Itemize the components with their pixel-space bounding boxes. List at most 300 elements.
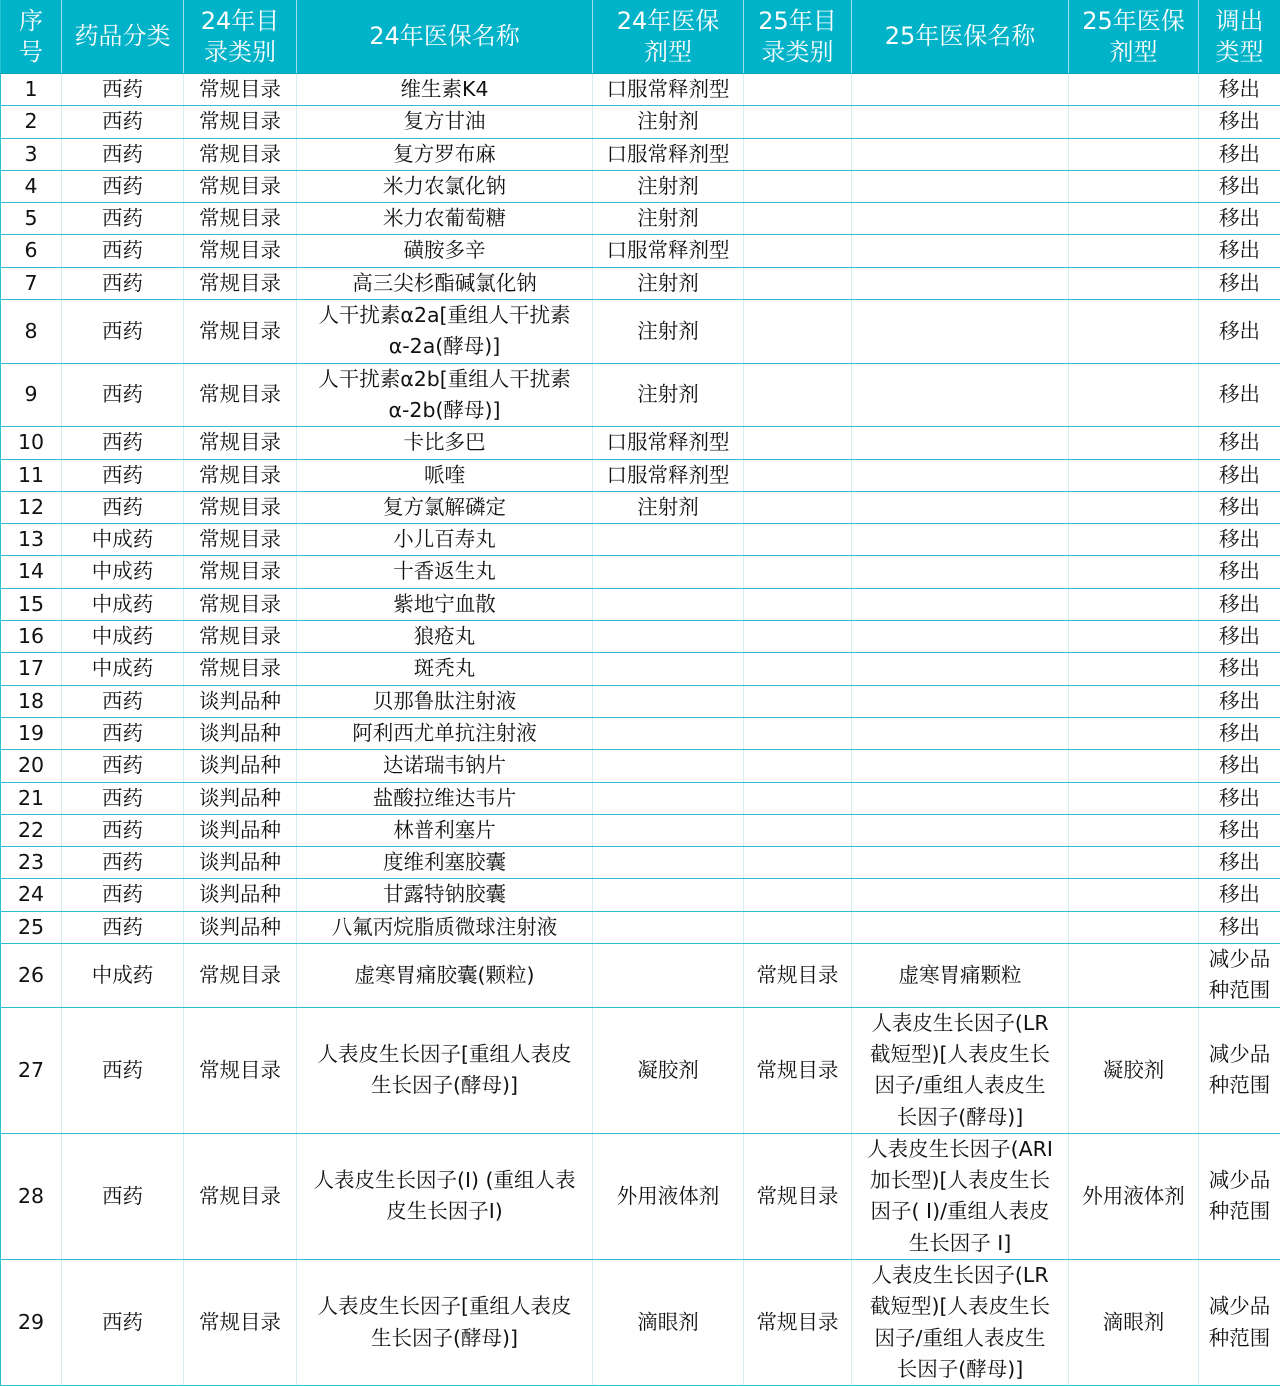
cell-form-25: [1069, 588, 1199, 620]
cell-catalog-24: 常规目录: [184, 1133, 297, 1259]
cell-category: 西药: [62, 170, 184, 202]
cell-catalog-24: 常规目录: [184, 170, 297, 202]
cell-name-24: 盐酸拉维达韦片: [297, 782, 593, 814]
cell-index: 5: [1, 203, 62, 235]
cell-catalog-24: 谈判品种: [184, 847, 297, 879]
table-row: [1, 427, 1280, 459]
cell-catalog-25: [744, 363, 852, 427]
cell-form-25: [1069, 717, 1199, 749]
cell-form-25: [1069, 879, 1199, 911]
cell-form-24: [593, 750, 744, 782]
cell-category: 中成药: [62, 653, 184, 685]
cell-form-24: 注射剂: [593, 170, 744, 202]
cell-form-25: [1069, 782, 1199, 814]
cell-catalog-24: 常规目录: [184, 459, 297, 491]
cell-catalog-25: [744, 588, 852, 620]
cell-catalog-24: 常规目录: [184, 235, 297, 267]
cell-form-24: 滴眼剂: [593, 1259, 744, 1385]
cell-form-24: 口服常释剂型: [593, 235, 744, 267]
cell-name-25: [852, 814, 1069, 846]
cell-catalog-25: [744, 653, 852, 685]
cell-name-24: 狼疮丸: [297, 621, 593, 653]
cell-index: 1: [1, 74, 62, 106]
table-row: [1, 74, 1280, 106]
cell-catalog-25: [744, 717, 852, 749]
cell-form-24: [593, 911, 744, 943]
cell-form-25: [1069, 203, 1199, 235]
cell-catalog-24: 常规目录: [184, 138, 297, 170]
cell-form-25: [1069, 750, 1199, 782]
cell-form-25: [1069, 653, 1199, 685]
cell-index: 25: [1, 911, 62, 943]
cell-category: 西药: [62, 1259, 184, 1385]
table-row: [1, 750, 1280, 782]
cell-index: 13: [1, 524, 62, 556]
cell-index: 6: [1, 235, 62, 267]
table-row: [1, 138, 1280, 170]
cell-category: 西药: [62, 106, 184, 138]
cell-form-24: 口服常释剂型: [593, 459, 744, 491]
cell-name-25: [852, 170, 1069, 202]
cell-removal-type: 移出: [1199, 235, 1280, 267]
header-form-24: 24年医保 剂型: [593, 0, 744, 74]
cell-form-24: [593, 847, 744, 879]
cell-index: 8: [1, 300, 62, 364]
cell-form-25: [1069, 685, 1199, 717]
cell-form-25: [1069, 363, 1199, 427]
header-form-25: 25年医保 剂型: [1069, 0, 1199, 74]
cell-form-24: 注射剂: [593, 300, 744, 364]
cell-name-25: [852, 459, 1069, 491]
cell-catalog-25: [744, 782, 852, 814]
cell-removal-type: 移出: [1199, 911, 1280, 943]
cell-name-24: 维生素K4: [297, 74, 593, 106]
cell-category: 中成药: [62, 621, 184, 653]
cell-catalog-24: 常规目录: [184, 267, 297, 299]
cell-form-25: [1069, 138, 1199, 170]
table-row: [1, 491, 1280, 523]
table-row: [1, 106, 1280, 138]
cell-index: 26: [1, 944, 62, 1008]
header-removal-type: 调出 类型: [1199, 0, 1280, 74]
cell-category: 西药: [62, 74, 184, 106]
cell-catalog-25: [744, 814, 852, 846]
cell-form-25: [1069, 106, 1199, 138]
cell-index: 14: [1, 556, 62, 588]
cell-category: 中成药: [62, 944, 184, 1008]
table-row: [1, 267, 1280, 299]
cell-category: 西药: [62, 879, 184, 911]
cell-removal-type: 减少品 种范围: [1199, 1007, 1280, 1133]
cell-name-25: [852, 685, 1069, 717]
cell-removal-type: 减少品 种范围: [1199, 944, 1280, 1008]
cell-name-24: 人表皮生长因子(I) (重组人表 皮生长因子I): [297, 1133, 593, 1259]
cell-form-24: 凝胶剂: [593, 1007, 744, 1133]
cell-form-24: 注射剂: [593, 491, 744, 523]
cell-form-25: [1069, 621, 1199, 653]
cell-catalog-25: [744, 203, 852, 235]
cell-removal-type: 移出: [1199, 814, 1280, 846]
cell-removal-type: 移出: [1199, 203, 1280, 235]
cell-category: 西药: [62, 300, 184, 364]
cell-name-25: [852, 524, 1069, 556]
cell-name-24: 虚寒胃痛胶囊(颗粒): [297, 944, 593, 1008]
cell-form-25: [1069, 459, 1199, 491]
cell-catalog-24: 谈判品种: [184, 685, 297, 717]
cell-catalog-25: [744, 106, 852, 138]
table-row: [1, 1259, 1280, 1385]
cell-removal-type: 移出: [1199, 653, 1280, 685]
cell-index: 16: [1, 621, 62, 653]
cell-name-24: 斑秃丸: [297, 653, 593, 685]
cell-category: 西药: [62, 911, 184, 943]
cell-index: 15: [1, 588, 62, 620]
cell-catalog-25: 常规目录: [744, 1007, 852, 1133]
cell-name-25: [852, 363, 1069, 427]
cell-form-25: [1069, 235, 1199, 267]
cell-name-24: 人表皮生长因子[重组人表皮 生长因子(酵母)]: [297, 1259, 593, 1385]
cell-name-24: 磺胺多辛: [297, 235, 593, 267]
cell-catalog-24: 常规目录: [184, 653, 297, 685]
cell-name-25: 人表皮生长因子(LR 截短型)[人表皮生长 因子/重组人表皮生 长因子(酵母)]: [852, 1007, 1069, 1133]
cell-category: 西药: [62, 235, 184, 267]
cell-name-25: [852, 556, 1069, 588]
cell-category: 西药: [62, 267, 184, 299]
cell-catalog-25: [744, 170, 852, 202]
cell-catalog-24: 常规目录: [184, 621, 297, 653]
cell-form-24: [593, 717, 744, 749]
table-row: [1, 556, 1280, 588]
cell-form-24: 口服常释剂型: [593, 427, 744, 459]
cell-removal-type: 移出: [1199, 459, 1280, 491]
cell-form-25: [1069, 267, 1199, 299]
cell-removal-type: 移出: [1199, 782, 1280, 814]
cell-catalog-24: 常规目录: [184, 944, 297, 1008]
cell-category: 西药: [62, 1133, 184, 1259]
table-row: [1, 235, 1280, 267]
cell-name-24: 小儿百寿丸: [297, 524, 593, 556]
table-row: [1, 363, 1280, 427]
cell-catalog-25: [744, 847, 852, 879]
cell-index: 2: [1, 106, 62, 138]
cell-catalog-24: 常规目录: [184, 427, 297, 459]
cell-form-25: [1069, 524, 1199, 556]
cell-catalog-25: [744, 685, 852, 717]
cell-name-25: [852, 750, 1069, 782]
cell-name-25: [852, 235, 1069, 267]
cell-index: 12: [1, 491, 62, 523]
cell-removal-type: 移出: [1199, 427, 1280, 459]
table-row: [1, 847, 1280, 879]
cell-catalog-24: 谈判品种: [184, 750, 297, 782]
cell-name-25: [852, 74, 1069, 106]
cell-removal-type: 移出: [1199, 170, 1280, 202]
cell-name-25: 虚寒胃痛颗粒: [852, 944, 1069, 1008]
header-catalog-24: 24年目 录类别: [184, 0, 297, 74]
cell-category: 中成药: [62, 556, 184, 588]
cell-form-24: 注射剂: [593, 106, 744, 138]
cell-removal-type: 移出: [1199, 588, 1280, 620]
cell-removal-type: 移出: [1199, 363, 1280, 427]
cell-form-24: 注射剂: [593, 267, 744, 299]
cell-removal-type: 移出: [1199, 524, 1280, 556]
cell-catalog-24: 常规目录: [184, 556, 297, 588]
cell-name-25: [852, 427, 1069, 459]
cell-index: 22: [1, 814, 62, 846]
cell-name-25: [852, 300, 1069, 364]
cell-form-25: [1069, 300, 1199, 364]
cell-catalog-25: 常规目录: [744, 1259, 852, 1385]
cell-name-24: 阿利西尤单抗注射液: [297, 717, 593, 749]
cell-catalog-25: [744, 138, 852, 170]
cell-catalog-25: 常规目录: [744, 944, 852, 1008]
cell-form-24: [593, 944, 744, 1008]
cell-form-24: [593, 524, 744, 556]
cell-form-24: 口服常释剂型: [593, 74, 744, 106]
cell-index: 11: [1, 459, 62, 491]
header-row: [1, 0, 1280, 74]
cell-form-24: [593, 814, 744, 846]
cell-category: 西药: [62, 427, 184, 459]
cell-catalog-24: 谈判品种: [184, 814, 297, 846]
cell-name-25: [852, 588, 1069, 620]
cell-name-25: [852, 491, 1069, 523]
table-row: [1, 782, 1280, 814]
table-row: [1, 685, 1280, 717]
cell-category: 西药: [62, 750, 184, 782]
cell-name-24: 人干扰素α2b[重组人干扰素 α-2b(酵母)]: [297, 363, 593, 427]
cell-name-24: 复方甘油: [297, 106, 593, 138]
cell-name-24: 紫地宁血散: [297, 588, 593, 620]
cell-category: 西药: [62, 717, 184, 749]
cell-name-24: 复方氯解磷定: [297, 491, 593, 523]
cell-name-25: [852, 879, 1069, 911]
cell-catalog-25: [744, 879, 852, 911]
cell-index: 18: [1, 685, 62, 717]
cell-form-24: 外用液体剂: [593, 1133, 744, 1259]
cell-name-24: 人干扰素α2a[重组人干扰素 α-2a(酵母)]: [297, 300, 593, 364]
cell-index: 27: [1, 1007, 62, 1133]
cell-form-24: 口服常释剂型: [593, 138, 744, 170]
cell-catalog-25: [744, 491, 852, 523]
cell-form-24: 注射剂: [593, 363, 744, 427]
cell-index: 7: [1, 267, 62, 299]
cell-name-25: [852, 653, 1069, 685]
cell-name-24: 林普利塞片: [297, 814, 593, 846]
cell-catalog-25: [744, 427, 852, 459]
cell-form-24: [593, 653, 744, 685]
cell-removal-type: 移出: [1199, 138, 1280, 170]
cell-removal-type: 移出: [1199, 685, 1280, 717]
cell-index: 21: [1, 782, 62, 814]
cell-catalog-25: [744, 750, 852, 782]
cell-removal-type: 移出: [1199, 74, 1280, 106]
cell-form-25: 滴眼剂: [1069, 1259, 1199, 1385]
cell-form-24: [593, 685, 744, 717]
cell-catalog-25: [744, 267, 852, 299]
cell-name-25: [852, 621, 1069, 653]
header-name-24: 24年医保名称: [297, 0, 593, 74]
cell-catalog-25: [744, 621, 852, 653]
cell-name-24: 甘露特钠胶囊: [297, 879, 593, 911]
cell-name-24: 高三尖杉酯碱氯化钠: [297, 267, 593, 299]
cell-form-25: [1069, 427, 1199, 459]
cell-index: 3: [1, 138, 62, 170]
cell-catalog-24: 常规目录: [184, 363, 297, 427]
cell-category: 西药: [62, 459, 184, 491]
cell-removal-type: 移出: [1199, 717, 1280, 749]
cell-category: 西药: [62, 1007, 184, 1133]
cell-name-25: [852, 911, 1069, 943]
cell-name-25: [852, 717, 1069, 749]
cell-removal-type: 移出: [1199, 750, 1280, 782]
table-row: [1, 944, 1280, 1008]
cell-name-24: 米力农葡萄糖: [297, 203, 593, 235]
cell-catalog-25: [744, 556, 852, 588]
cell-catalog-25: 常规目录: [744, 1133, 852, 1259]
cell-name-25: 人表皮生长因子(LR 截短型)[人表皮生长 因子/重组人表皮生 长因子(酵母)]: [852, 1259, 1069, 1385]
cell-name-25: [852, 847, 1069, 879]
cell-name-24: 贝那鲁肽注射液: [297, 685, 593, 717]
cell-catalog-25: [744, 459, 852, 491]
cell-name-25: [852, 267, 1069, 299]
cell-catalog-24: 谈判品种: [184, 717, 297, 749]
cell-form-25: 外用液体剂: [1069, 1133, 1199, 1259]
cell-catalog-24: 常规目录: [184, 524, 297, 556]
cell-category: 西药: [62, 847, 184, 879]
cell-form-25: [1069, 170, 1199, 202]
cell-removal-type: 移出: [1199, 621, 1280, 653]
cell-name-25: [852, 203, 1069, 235]
cell-index: 19: [1, 717, 62, 749]
cell-catalog-25: [744, 524, 852, 556]
cell-form-25: [1069, 847, 1199, 879]
cell-form-24: [593, 621, 744, 653]
cell-catalog-24: 常规目录: [184, 106, 297, 138]
cell-catalog-24: 常规目录: [184, 588, 297, 620]
cell-category: 中成药: [62, 524, 184, 556]
cell-category: 西药: [62, 491, 184, 523]
cell-name-25: [852, 106, 1069, 138]
cell-form-24: [593, 782, 744, 814]
cell-catalog-24: 常规目录: [184, 74, 297, 106]
cell-catalog-24: 常规目录: [184, 300, 297, 364]
cell-catalog-24: 谈判品种: [184, 782, 297, 814]
cell-name-24: 八氟丙烷脂质微球注射液: [297, 911, 593, 943]
cell-index: 9: [1, 363, 62, 427]
cell-catalog-24: 常规目录: [184, 1007, 297, 1133]
cell-form-25: [1069, 944, 1199, 1008]
cell-form-24: 注射剂: [593, 203, 744, 235]
table-row: [1, 1133, 1280, 1259]
cell-name-24: 十香返生丸: [297, 556, 593, 588]
cell-removal-type: 移出: [1199, 847, 1280, 879]
table-row: [1, 653, 1280, 685]
cell-index: 20: [1, 750, 62, 782]
table-row: [1, 879, 1280, 911]
cell-name-24: 米力农氯化钠: [297, 170, 593, 202]
cell-index: 28: [1, 1133, 62, 1259]
cell-catalog-24: 谈判品种: [184, 911, 297, 943]
cell-catalog-24: 常规目录: [184, 491, 297, 523]
table-row: [1, 814, 1280, 846]
cell-catalog-24: 谈判品种: [184, 879, 297, 911]
table-row: [1, 203, 1280, 235]
cell-form-25: [1069, 911, 1199, 943]
cell-catalog-24: 常规目录: [184, 203, 297, 235]
cell-category: 西药: [62, 203, 184, 235]
cell-name-24: 复方罗布麻: [297, 138, 593, 170]
table-row: [1, 717, 1280, 749]
cell-index: 23: [1, 847, 62, 879]
cell-removal-type: 移出: [1199, 106, 1280, 138]
cell-form-24: [593, 588, 744, 620]
header-catalog-25: 25年目 录类别: [744, 0, 852, 74]
cell-name-25: [852, 138, 1069, 170]
cell-category: 西药: [62, 138, 184, 170]
header-category: 药品分类: [62, 0, 184, 74]
cell-catalog-24: 常规目录: [184, 1259, 297, 1385]
cell-category: 西药: [62, 685, 184, 717]
cell-catalog-25: [744, 911, 852, 943]
cell-category: 西药: [62, 363, 184, 427]
cell-form-25: [1069, 814, 1199, 846]
cell-form-24: [593, 879, 744, 911]
cell-category: 西药: [62, 782, 184, 814]
table-row: [1, 524, 1280, 556]
cell-catalog-25: [744, 74, 852, 106]
cell-name-25: 人表皮生长因子(ARI 加长型)[人表皮生长 因子( I)/重组人表皮 生长因子 I]: [852, 1133, 1069, 1259]
cell-form-25: 凝胶剂: [1069, 1007, 1199, 1133]
cell-name-24: 达诺瑞韦钠片: [297, 750, 593, 782]
cell-removal-type: 移出: [1199, 879, 1280, 911]
table-row: [1, 300, 1280, 364]
cell-removal-type: 移出: [1199, 491, 1280, 523]
cell-index: 4: [1, 170, 62, 202]
cell-form-25: [1069, 556, 1199, 588]
cell-form-24: [593, 556, 744, 588]
header-index: 序 号: [1, 0, 62, 74]
cell-catalog-25: [744, 300, 852, 364]
cell-form-25: [1069, 491, 1199, 523]
cell-index: 29: [1, 1259, 62, 1385]
table-row: [1, 911, 1280, 943]
table-row: [1, 459, 1280, 491]
cell-removal-type: 移出: [1199, 300, 1280, 364]
cell-name-24: 卡比多巴: [297, 427, 593, 459]
cell-index: 10: [1, 427, 62, 459]
cell-removal-type: 减少品 种范围: [1199, 1133, 1280, 1259]
header-name-25: 25年医保名称: [852, 0, 1069, 74]
cell-removal-type: 移出: [1199, 267, 1280, 299]
table-row: [1, 170, 1280, 202]
cell-category: 中成药: [62, 588, 184, 620]
table-row: [1, 588, 1280, 620]
cell-index: 17: [1, 653, 62, 685]
cell-name-24: 度维利塞胶囊: [297, 847, 593, 879]
cell-index: 24: [1, 879, 62, 911]
table-row: [1, 1007, 1280, 1133]
cell-name-24: 哌喹: [297, 459, 593, 491]
table-row: [1, 621, 1280, 653]
cell-form-25: [1069, 74, 1199, 106]
cell-category: 西药: [62, 814, 184, 846]
cell-removal-type: 移出: [1199, 556, 1280, 588]
cell-catalog-25: [744, 235, 852, 267]
cell-removal-type: 减少品 种范围: [1199, 1259, 1280, 1385]
cell-name-24: 人表皮生长因子[重组人表皮 生长因子(酵母)]: [297, 1007, 593, 1133]
cell-name-25: [852, 782, 1069, 814]
